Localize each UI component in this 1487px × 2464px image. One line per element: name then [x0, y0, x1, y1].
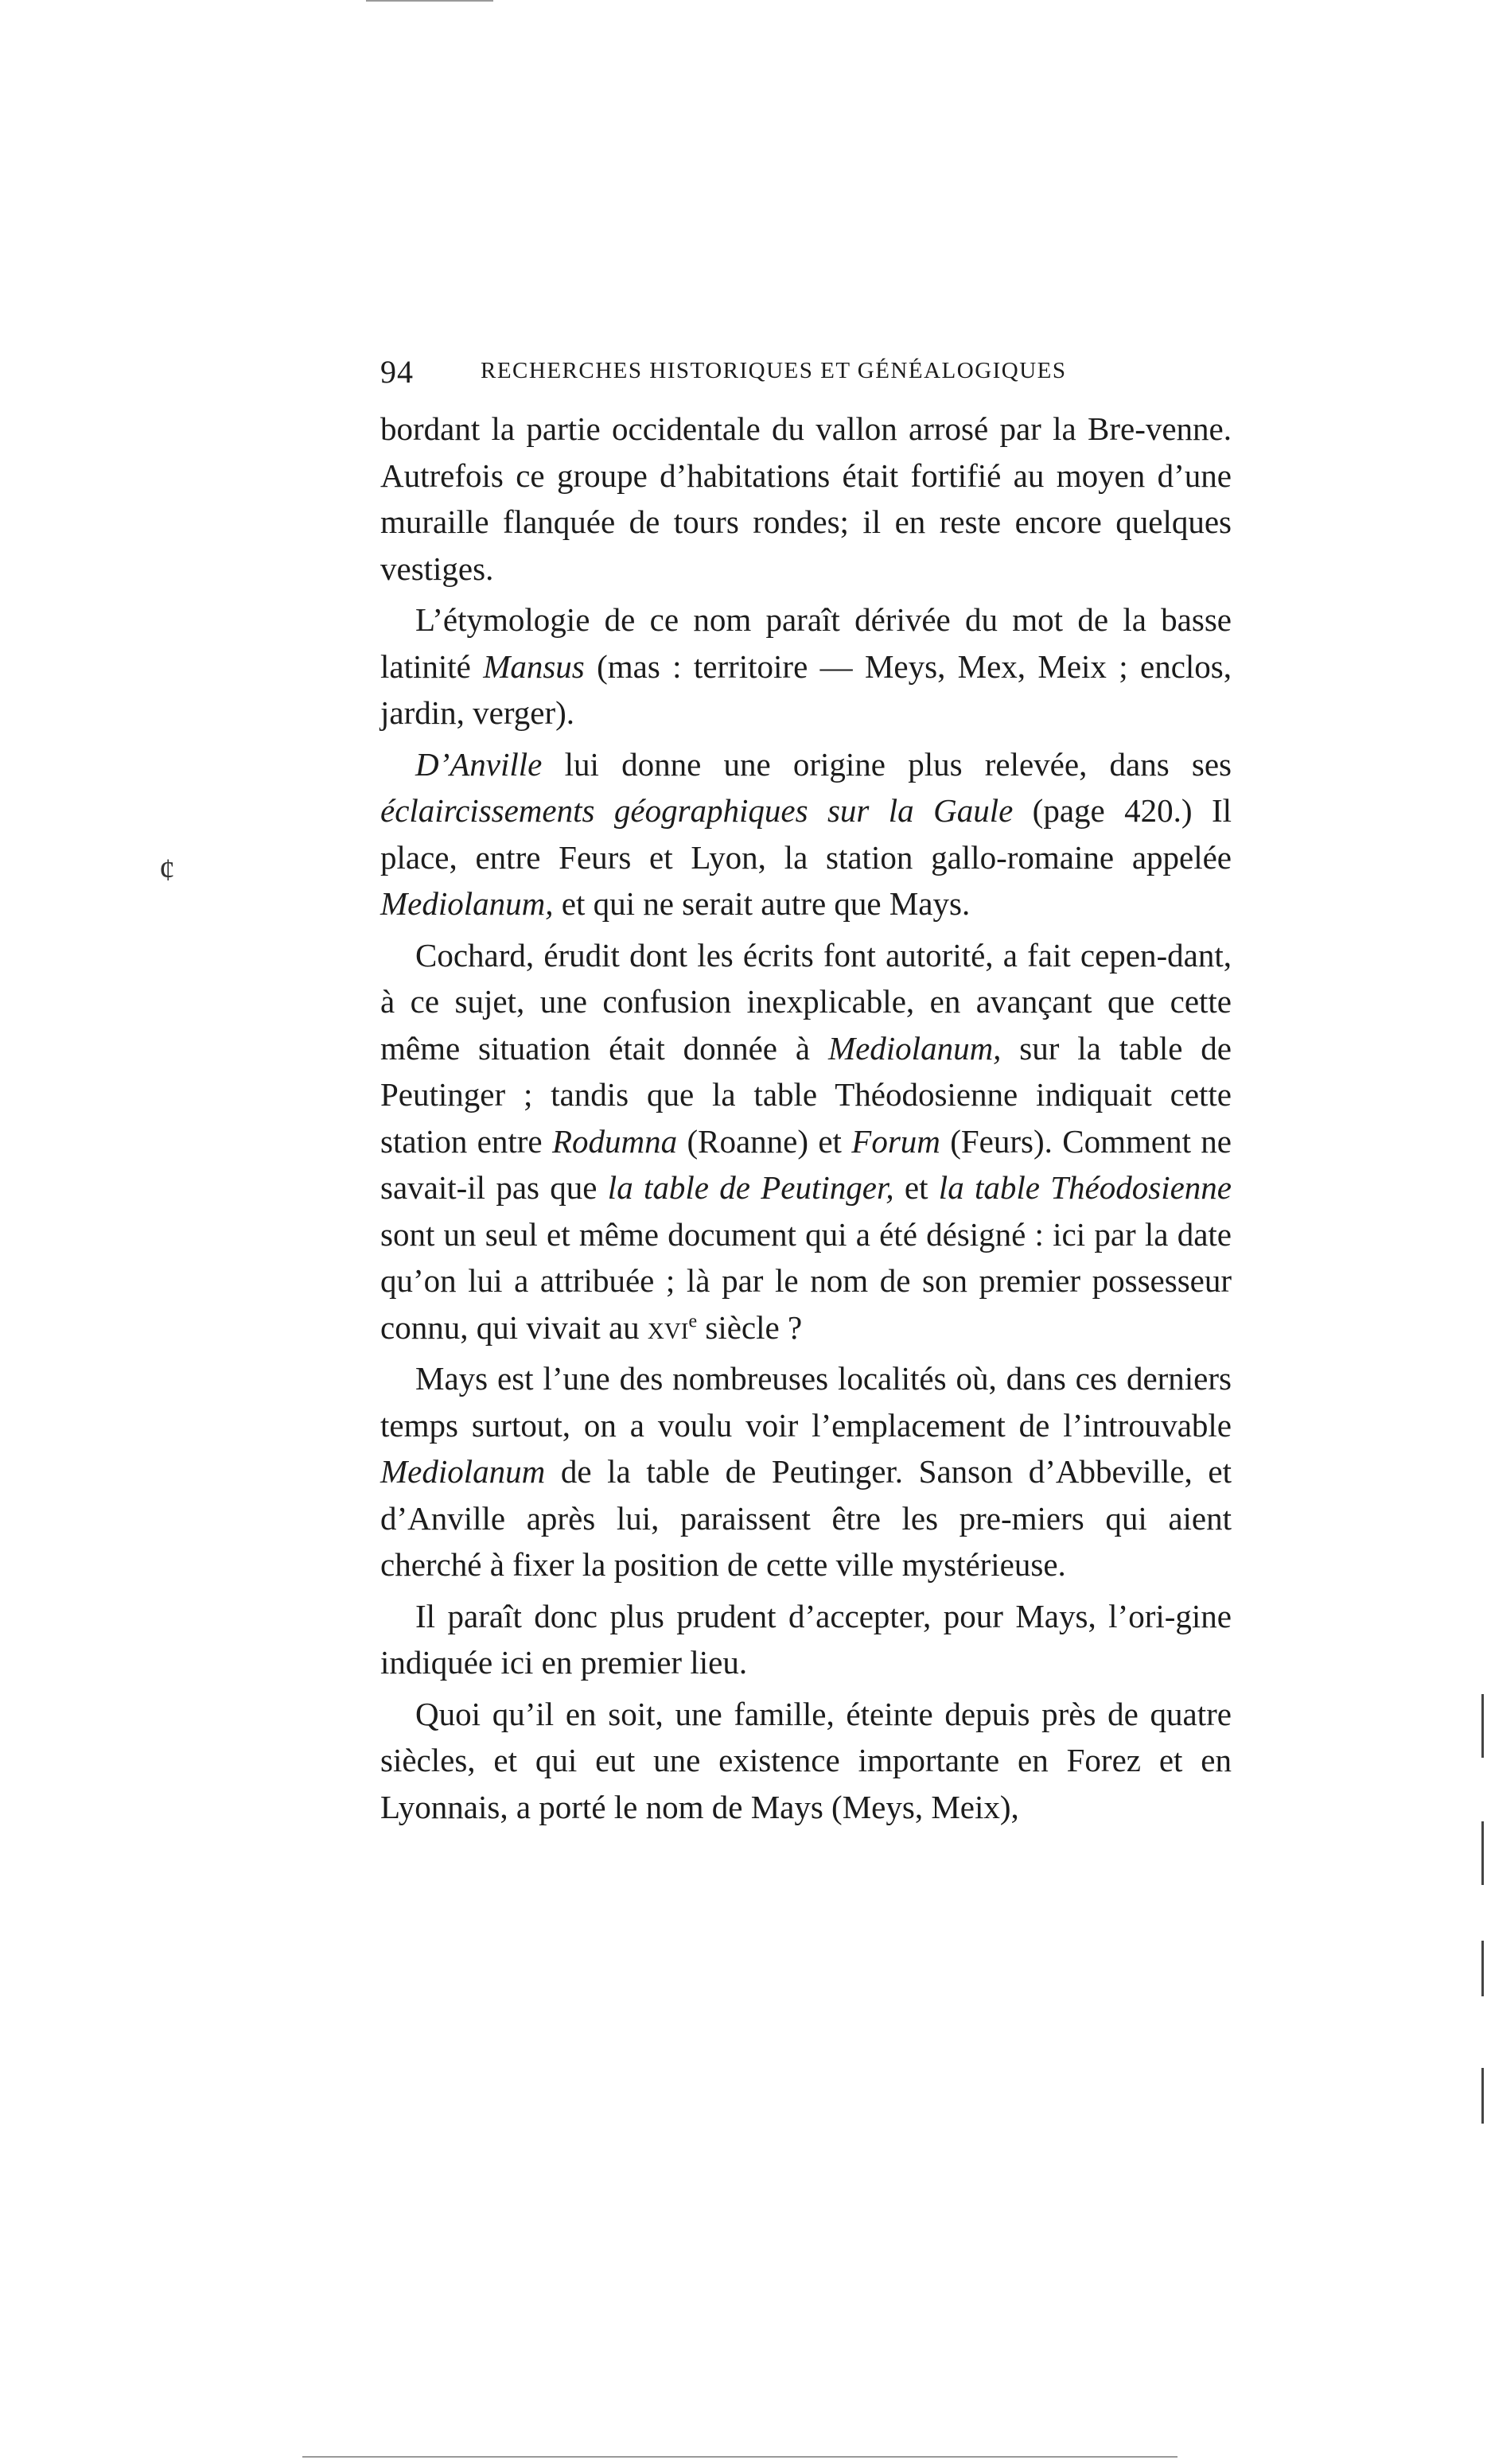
paragraph-text: Il paraît donc plus prudent d’accepter, pour Mays, l’ori-gine indiquée ici en premier lieu.	[380, 1597, 1232, 1681]
scan-edge-mark	[1481, 1694, 1484, 1758]
scan-top-edge	[366, 0, 493, 2]
paragraph-text: bordant la partie occidentale du vallon arrosé par la Bre-venne. Autrefois ce groupe d’habitations était fortifié au moyen d’une muraille flanquée de tours rondes; il en reste encore quelques vestiges.	[380, 410, 1232, 587]
text-run: (mas : territoire — Meys, Mex, Meix ; enclos, jardin, verger).	[380, 647, 1232, 731]
italic-term: la table de Peutinger,	[607, 1169, 894, 1206]
text-run: (Feurs). Comment ne savait-il pas que	[380, 1122, 1232, 1206]
italic-term: Mediolanum	[380, 1453, 546, 1490]
page-number: 94	[380, 354, 414, 390]
italic-term: Mansus	[483, 647, 585, 685]
running-title: RECHERCHES HISTORIQUES ET GÉNÉALOGIQUES	[481, 358, 1067, 383]
text-run: Cochard, érudit dont les écrits font autorité, a fait cepen-dant, à ce sujet, une confusion inexplicable, en avançant que cette même situation était donnée à	[380, 936, 1232, 1067]
paragraph	[380, 741, 1232, 927]
text-run: de la table de Peutinger. Sanson d’Abbeville, et d’Anville après lui, paraissent être les pre-miers qui aient cherché à fixer la position de cette ville mystérieuse.	[380, 1453, 1232, 1583]
text-run: L’étymologie de ce nom paraît dérivée du mot de la basse latinité	[380, 601, 1232, 685]
scan-bottom-edge	[302, 2456, 1178, 2458]
scan-edge-mark	[1481, 1821, 1484, 1885]
text-run: lui donne une origine plus relevée, dans ses	[542, 745, 1232, 783]
text-run: et	[893, 1169, 939, 1206]
paragraph	[380, 1691, 1232, 1831]
body-text	[380, 406, 1232, 1835]
scan-edge-mark	[1481, 2068, 1484, 2124]
page-header	[380, 350, 1232, 398]
italic-term: la table Théodosienne	[938, 1169, 1232, 1206]
text-run: Mays est l’une des nombreuses localités où, dans ces derniers temps surtout, on a voulu voir l’emplacement de l’introuvable	[380, 1360, 1232, 1444]
paragraph	[380, 1355, 1232, 1588]
text-run: siècle ?	[697, 1308, 803, 1346]
margin-glyph: ¢	[159, 852, 175, 888]
italic-title: éclaircissements géographiques sur la Gaule	[380, 792, 1014, 829]
scan-edge-mark	[1481, 1941, 1484, 1996]
paragraph	[380, 597, 1232, 736]
italic-term: Rodumna	[551, 1122, 678, 1160]
italic-term: D’	[415, 745, 450, 783]
paragraph-text: Quoi qu’il en soit, une famille, éteinte depuis près de quatre siècles, et qui eut une existence importante en Forez et en Lyonnais, a porté le nom de Mays (Meys, Meix),	[380, 1695, 1232, 1825]
paragraph	[380, 406, 1232, 592]
century-numeral: xvi	[647, 1308, 689, 1346]
paragraph	[380, 932, 1232, 1351]
text-run: (Roanne) et	[677, 1122, 852, 1160]
paragraph	[380, 1593, 1232, 1686]
italic-term: Anville	[450, 745, 543, 783]
italic-term: Mediolanum,	[380, 885, 554, 922]
superscript: e	[688, 1310, 698, 1331]
italic-term: Mediolanum,	[827, 1029, 1002, 1067]
text-run: sur la table de Peutinger ; tandis que la table Théodosienne indiquait cette station entre	[380, 1029, 1232, 1160]
text-run: (page 420.) Il place, entre Feurs et Lyon, la station gallo-romaine appelée	[380, 792, 1232, 876]
text-run: et qui ne serait autre que Mays.	[553, 885, 971, 922]
text-run: sont un seul et même document qui a été désigné : ici par la date qu’on lui a attribuée ; là par le nom de son premier possesseur connu, qui vivait au	[380, 1215, 1232, 1346]
italic-term: Forum	[851, 1122, 940, 1160]
